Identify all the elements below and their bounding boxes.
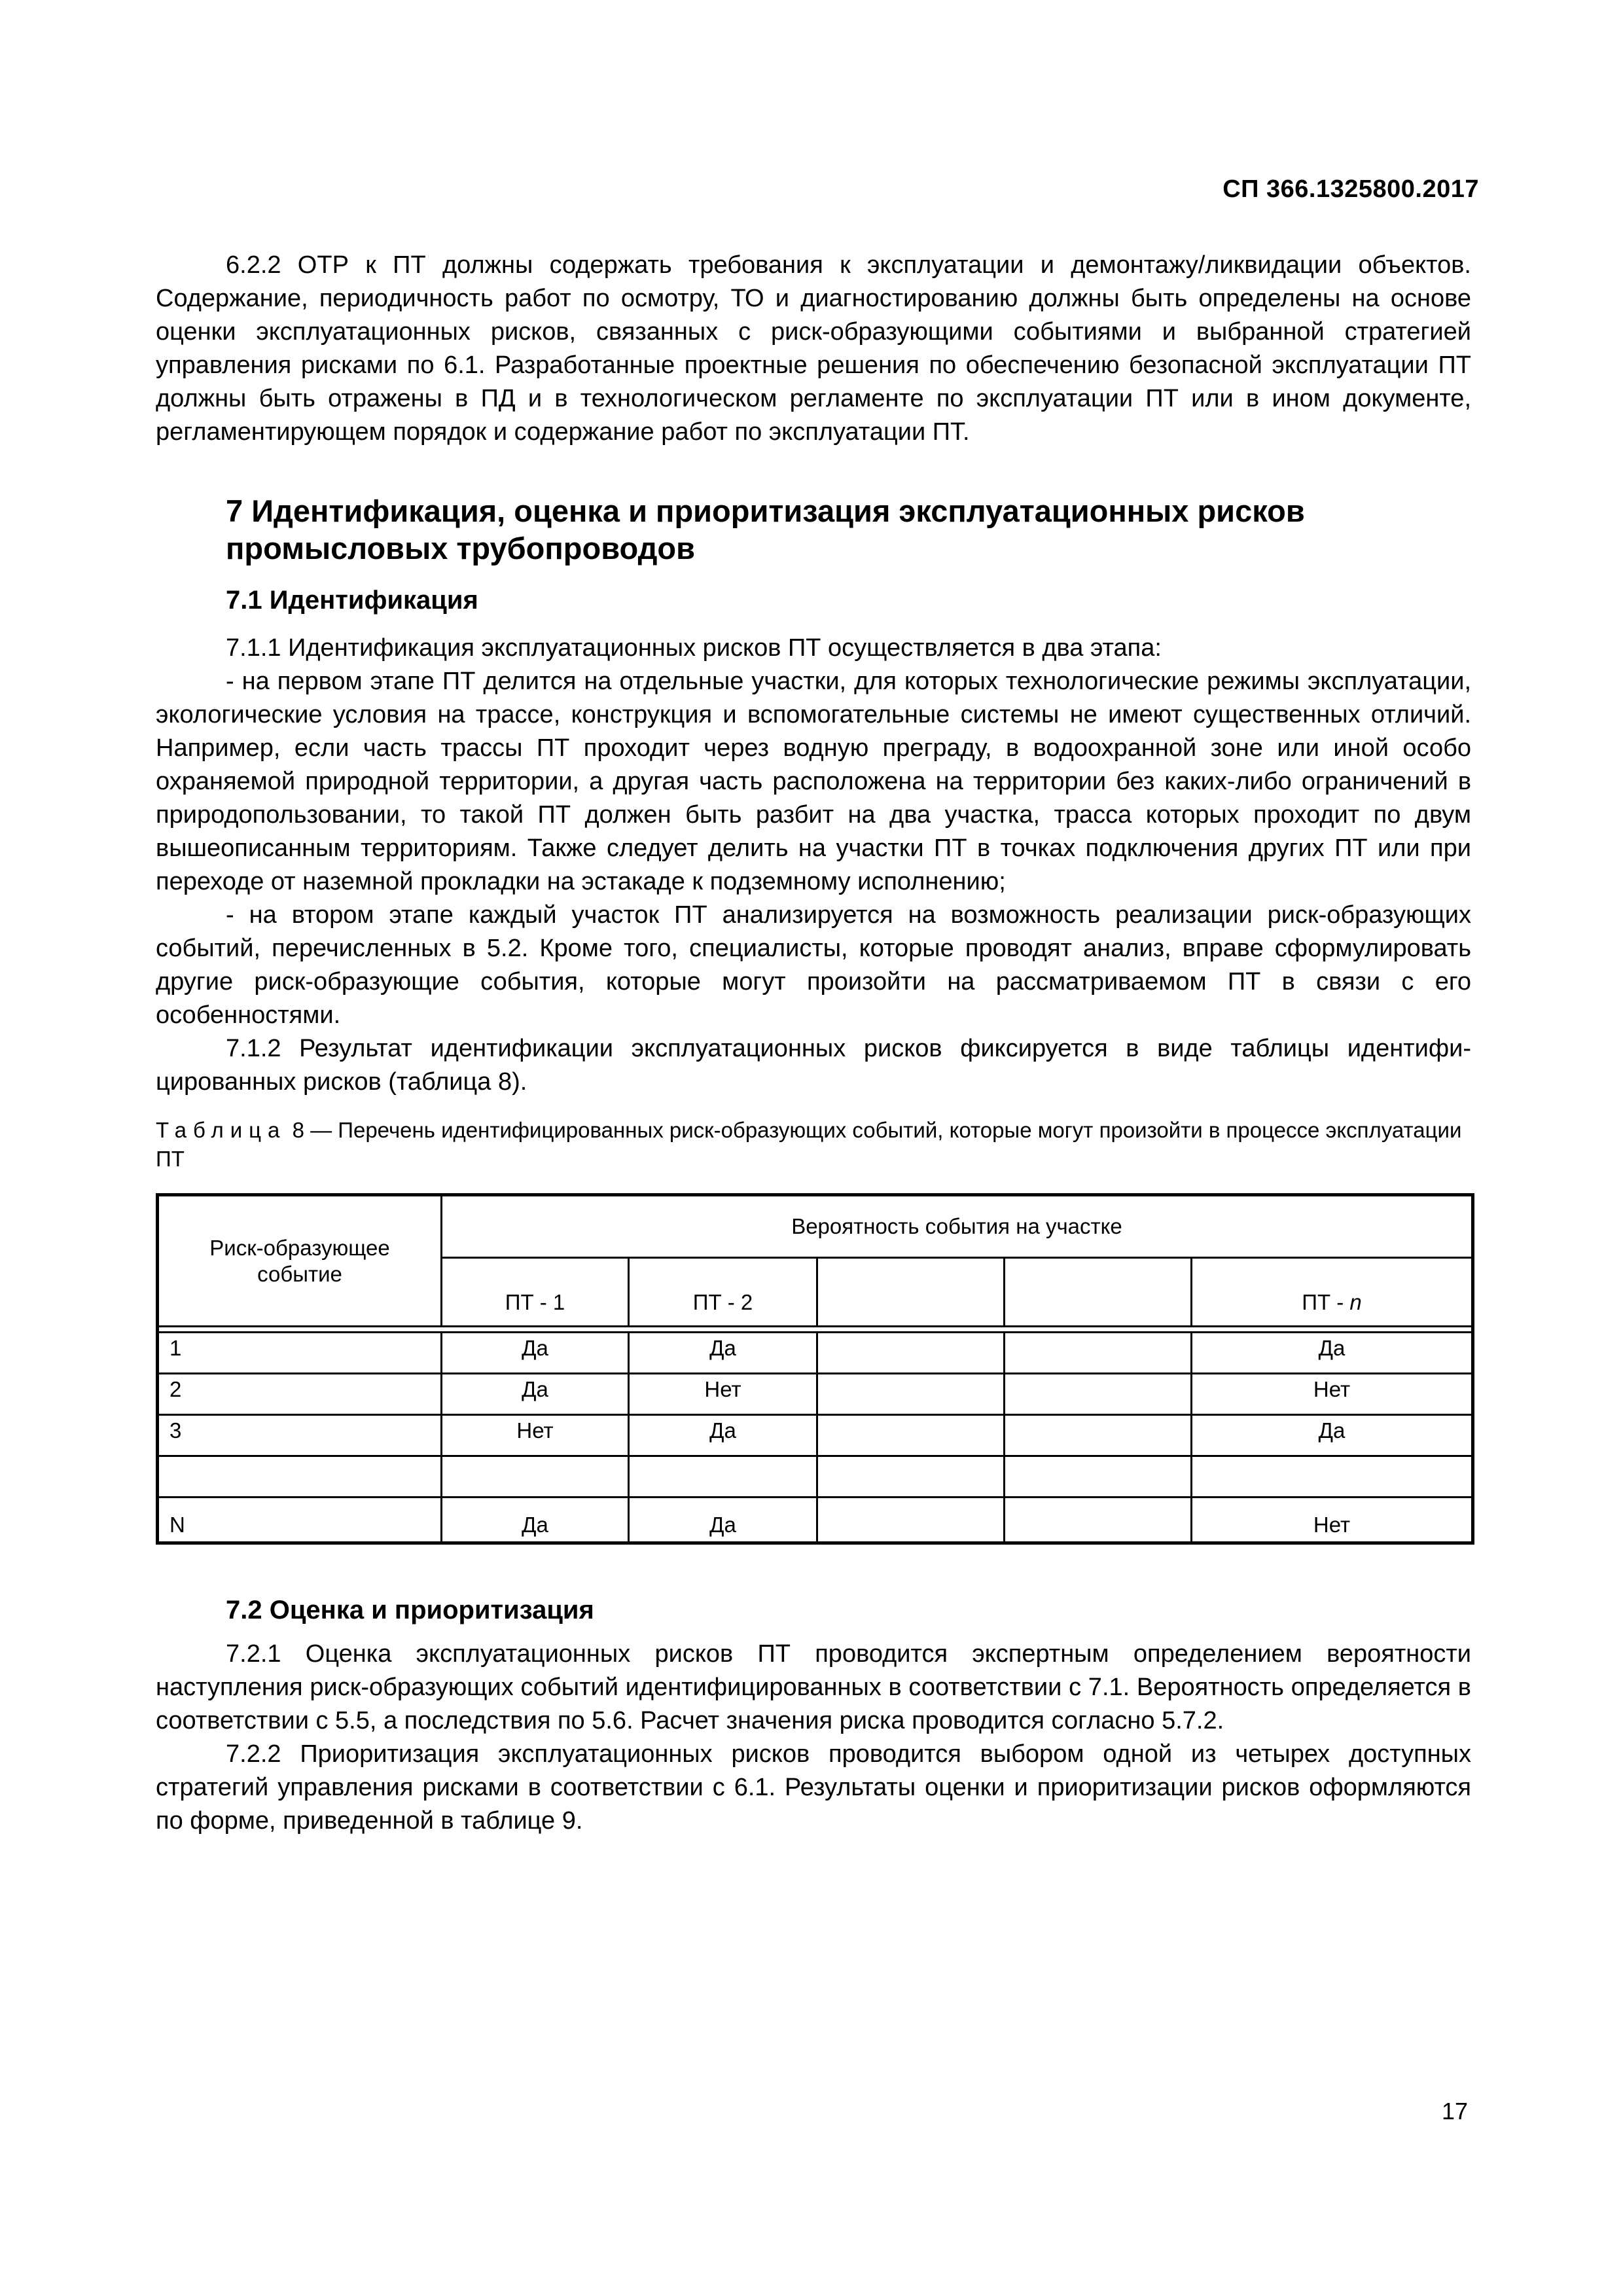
header-col-ptn-prefix: ПТ -	[1302, 1290, 1350, 1314]
cell-value: Да	[629, 1415, 817, 1456]
cell-value	[1005, 1456, 1192, 1498]
cell-value: Нет	[629, 1374, 817, 1415]
cell-value	[1005, 1374, 1192, 1415]
cell-value	[1192, 1456, 1473, 1498]
cell-value	[1005, 1498, 1192, 1543]
cell-value	[442, 1456, 629, 1498]
cell-value: Нет	[442, 1415, 629, 1456]
header-col-pt2: ПТ - 2	[629, 1258, 817, 1327]
subsection-7-1-heading: 7.1 Идентификация	[226, 586, 478, 615]
cell-value	[817, 1374, 1005, 1415]
header-probability-group: Вероятность события на участке	[442, 1195, 1473, 1258]
cell-value: Да	[1192, 1333, 1473, 1374]
cell-event: N	[158, 1498, 442, 1543]
document-code: СП 366.1325800.2017	[1222, 175, 1479, 203]
cell-value	[817, 1333, 1005, 1374]
cell-value	[817, 1415, 1005, 1456]
cell-event: 1	[158, 1333, 442, 1374]
cell-value	[1005, 1333, 1192, 1374]
cell-value: Да	[1192, 1415, 1473, 1456]
paragraph-7-1-1-stage-2: - на втором этапе каждый участок ПТ анализируется на возможность реализации риск-образующих событий, перечисленных в 5.2. Кроме того, специалисты, которые проводят анализ, вправе сформулировать другие риск-образующие события, которые могут произойти на рассматриваемом ПТ в связи с его особенностями.	[156, 901, 1471, 1029]
cell-value	[1005, 1415, 1192, 1456]
cell-value: Да	[442, 1498, 629, 1543]
subsection-7-2-heading: 7.2 Оценка и приоритизация	[226, 1596, 594, 1624]
table-8-caption	[156, 1116, 1471, 1174]
table-row	[158, 1333, 1473, 1374]
cell-event: 3	[158, 1415, 442, 1456]
cell-value	[629, 1456, 817, 1498]
table-8	[156, 1193, 1474, 1545]
cell-event: 2	[158, 1374, 442, 1415]
cell-value: Да	[442, 1333, 629, 1374]
table-row	[158, 1498, 1473, 1543]
cell-value: Да	[629, 1333, 817, 1374]
paragraph-7-1-1-stage-1: - на первом этапе ПТ делится на отдельные участки, для которых технологические режимы эксплуатации, экологические условия на трассе, конструкция и вспомогательные системы не имеют существенных отличий. Например, если часть трассы ПТ проходит через водную преграду, в водоохранной зоне или иной особо охраняемой природной территории, а другая часть расположена на территории без каких-либо ограничений в природопользовании, то такой ПТ должен быть разбит на два участка, трасса которых проходит по двум вышеописанным территориям. Также следует делить на участки ПТ в точках подключения других ПТ или при переходе от наземной прокладки на эстакаде к подземному исполнению;	[156, 668, 1471, 895]
page-content	[156, 249, 1471, 1838]
cell-value: Нет	[1192, 1498, 1473, 1543]
header-col-ptn-suffix: n	[1349, 1290, 1362, 1314]
paragraph-7-2-2: 7.2.2 Приоритизация эксплуатационных рисков проводится выбором одной из четырех доступных стратегий управления рисками в соответствии с 6.1. Результаты оценки и приоритизации рисков оформляются по форме, приведенной в таблице 9.	[156, 1740, 1471, 1835]
paragraph-7-1-2: 7.1.2 Результат идентификации эксплуатационных рисков фиксируется в виде таблицы идентифицированных рисков (таблица 8).	[156, 1035, 1471, 1096]
cell-event	[158, 1456, 442, 1498]
table-caption-label: Таблица	[156, 1118, 287, 1142]
header-separator	[158, 1327, 1473, 1333]
cell-value: Да	[442, 1374, 629, 1415]
cell-value	[817, 1456, 1005, 1498]
section-7-heading: 7 Идентификация, оценка и приоритизация эксплуатационных рисков промысловых трубопроводов	[226, 493, 1305, 565]
cell-value: Да	[629, 1498, 817, 1543]
paragraph-7-2-1: 7.2.1 Оценка эксплуатационных рисков ПТ проводится экспертным определением вероятности наступления риск-образующих событий идентифицированных в соответствии с 7.1. Вероятность определяется в соответствии с 5.5, а последствия по 5.6. Расчет значения риска проводится согласно 5.7.2.	[156, 1640, 1471, 1734]
header-col-empty-3	[817, 1258, 1005, 1327]
cell-value	[817, 1498, 1005, 1543]
table-caption-number: 8	[292, 1118, 304, 1142]
header-col-empty-4	[1005, 1258, 1192, 1327]
page-number: 17	[1442, 2098, 1469, 2125]
header-risk-event: Риск-образующее событие	[158, 1195, 442, 1327]
table-row	[158, 1415, 1473, 1456]
cell-value: Нет	[1192, 1374, 1473, 1415]
paragraph-7-1-1: 7.1.1 Идентификация эксплуатационных рисков ПТ осуществляется в два этапа:	[226, 634, 1162, 662]
table-caption-text: — Перечень идентифицированных риск-образующих событий, которые могут произойти в процессе эксплуатации ПТ	[156, 1118, 1462, 1171]
paragraph-6-2-2: 6.2.2 ОТР к ПТ должны содержать требования к эксплуатации и демонтажу/ликвидации объектов. Содержание, периодичность работ по осмотру, ТО и диагностированию должны быть определены на основе оценки эксплуатационных рисков, связанных с риск-образующими событиями и выбранной стратегией управления рисками по 6.1. Разработанные проектные решения по обеспечению безопасной эксплуатации ПТ должны быть отражены в ПД и в технологическом регламенте по эксплуатации ПТ или в ином документе, регламентирующем порядок и содержание работ по эксплуатации ПТ.	[156, 251, 1471, 446]
header-col-ptn	[1192, 1258, 1473, 1327]
header-col-pt1: ПТ - 1	[442, 1258, 629, 1327]
table-row	[158, 1374, 1473, 1415]
table-row	[158, 1456, 1473, 1498]
